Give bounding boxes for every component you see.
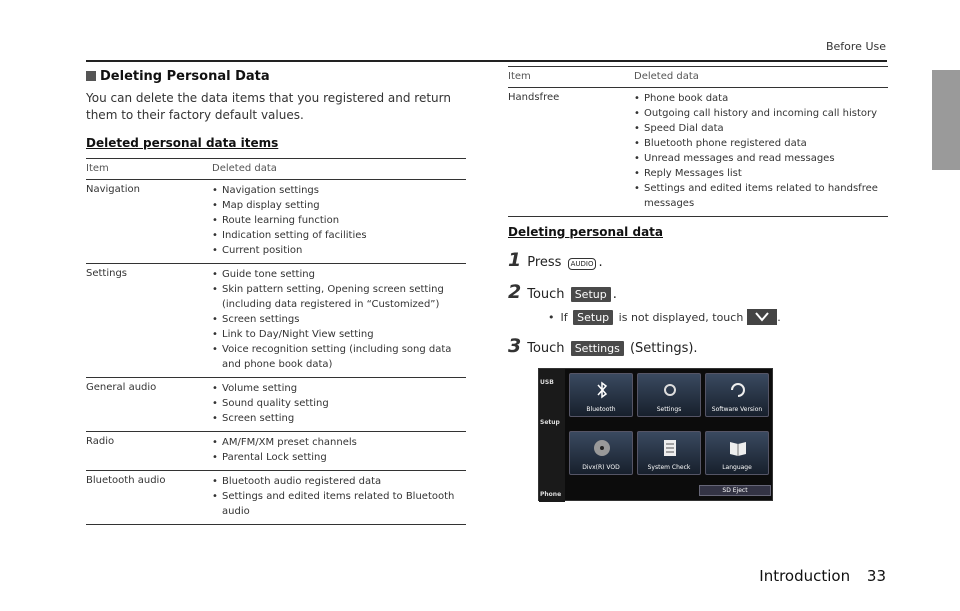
audio-key: AUDIO: [568, 258, 597, 270]
row-data: [212, 435, 466, 465]
row-data: [212, 267, 466, 372]
row-item: Settings: [86, 268, 128, 279]
right-column: [508, 66, 888, 357]
row-data: [212, 183, 466, 258]
list-item: • Settings and edited items related to handsfree messages: [634, 181, 888, 211]
step-text-end: .: [598, 255, 603, 270]
footer-chapter: Introduction: [759, 567, 851, 585]
chevron-down-icon: [747, 309, 777, 325]
list-item: • Bluetooth audio registered data: [212, 474, 466, 489]
page-footer: [747, 567, 886, 585]
list-item: • Volume setting: [212, 381, 466, 396]
tile-software-version: Software Version: [705, 373, 769, 417]
top-rule: [86, 60, 887, 62]
deleted-items-table-continued: [508, 66, 888, 217]
tile-language: Language: [705, 431, 769, 475]
list-item: • Unread messages and read messages: [634, 151, 888, 166]
deleted-items-table: [86, 158, 466, 525]
section-title: [86, 66, 466, 86]
sd-eject-button: SD Eject: [699, 485, 771, 496]
row-item: General audio: [86, 382, 157, 393]
table-row: [86, 180, 466, 264]
intro-text: You can delete the data items that you registered and return them to their factory default values.: [86, 91, 451, 122]
section-title-text: Deleting Personal Data: [100, 68, 270, 84]
list-item: • Map display setting: [212, 198, 466, 213]
step-3: [508, 335, 888, 357]
disc-icon: [592, 438, 612, 458]
step-number: 3: [508, 335, 522, 357]
setup-screen-image: [538, 368, 773, 501]
screen-side-setup: Setup: [540, 419, 560, 426]
list-item: • Settings and edited items related to Bluetooth audio: [212, 489, 466, 519]
list-item: • Guide tone setting: [212, 267, 466, 282]
list-item: • Navigation settings: [212, 183, 466, 198]
tile-divx: Divx(R) VOD: [569, 431, 633, 475]
chapter-side-tab: [932, 70, 960, 170]
settings-button: Settings: [571, 341, 624, 356]
step-2-note: • If Setup is not displayed, touch .: [548, 310, 781, 324]
table-row: [86, 471, 466, 525]
tile-system-check: System Check: [637, 431, 701, 475]
list-item: • Link to Day/Night View setting: [212, 327, 466, 342]
tile-bluetooth: Bluetooth: [569, 373, 633, 417]
step-text-end: .: [612, 287, 617, 302]
setup-button: Setup: [573, 310, 613, 325]
row-item: Bluetooth audio: [86, 475, 166, 486]
list-item: • Reply Messages list: [634, 166, 888, 181]
list-item: • Parental Lock setting: [212, 450, 466, 465]
table-row: [86, 432, 466, 471]
list-item: • Bluetooth phone registered data: [634, 136, 888, 151]
left-column: [86, 66, 466, 525]
list-item: • Speed Dial data: [634, 121, 888, 136]
list-item: • Screen setting: [212, 411, 466, 426]
screen-sidebar: [539, 369, 565, 502]
list-item: • Outgoing call history and incoming call history: [634, 106, 888, 121]
screen-side-usb: USB: [540, 379, 554, 386]
list-item: • Route learning function: [212, 213, 466, 228]
refresh-icon: [728, 380, 748, 400]
table-title: Deleted personal data items: [86, 136, 279, 150]
step-2: [508, 281, 888, 303]
table-row: [86, 264, 466, 378]
list-item: • Phone book data: [634, 91, 888, 106]
square-bullet-icon: [86, 71, 96, 81]
list-item: • Indication setting of facilities: [212, 228, 466, 243]
note-text-end: .: [777, 310, 781, 324]
column-deleted: Deleted data: [212, 163, 277, 174]
step-number: 1: [508, 249, 522, 271]
column-item: Item: [86, 163, 109, 174]
row-data: [212, 474, 466, 519]
step-1: [508, 249, 888, 271]
step-text-end: (Settings).: [629, 341, 698, 356]
step-number: 2: [508, 281, 522, 303]
checklist-icon: [660, 438, 680, 458]
row-item: Radio: [86, 436, 115, 447]
note-text: is not displayed, touch: [618, 310, 744, 324]
column-item: Item: [508, 71, 531, 82]
row-item: Handsfree: [508, 92, 560, 103]
screen-side-phone: Phone: [540, 491, 562, 498]
list-item: • Screen settings: [212, 312, 466, 327]
list-item: • Current position: [212, 243, 466, 258]
list-item: • Voice recognition setting (including song data and phone book data): [212, 342, 466, 372]
row-data: [634, 91, 888, 211]
tile-settings: Settings: [637, 373, 701, 417]
step-text: Press: [527, 255, 562, 270]
gear-icon: [660, 380, 680, 400]
bluetooth-icon: [592, 380, 612, 400]
column-deleted: Deleted data: [634, 71, 699, 82]
table-header: [508, 66, 888, 88]
section-header: Before Use: [825, 40, 886, 53]
book-icon: [728, 438, 748, 458]
row-data: [212, 381, 466, 426]
note-text: If: [560, 310, 568, 324]
step-text: Touch: [527, 287, 565, 302]
table-row: [86, 378, 466, 432]
list-item: • AM/FM/XM preset channels: [212, 435, 466, 450]
table-row: [508, 88, 888, 217]
list-item: • Skin pattern setting, Opening screen setting (including data registered in “Customized”): [212, 282, 466, 312]
page-number: 33: [866, 567, 886, 585]
step-text: Touch: [527, 341, 565, 356]
row-item: Navigation: [86, 184, 140, 195]
setup-button: Setup: [571, 287, 611, 302]
list-item: • Sound quality setting: [212, 396, 466, 411]
steps-title: Deleting personal data: [508, 225, 663, 239]
table-header: [86, 158, 466, 180]
